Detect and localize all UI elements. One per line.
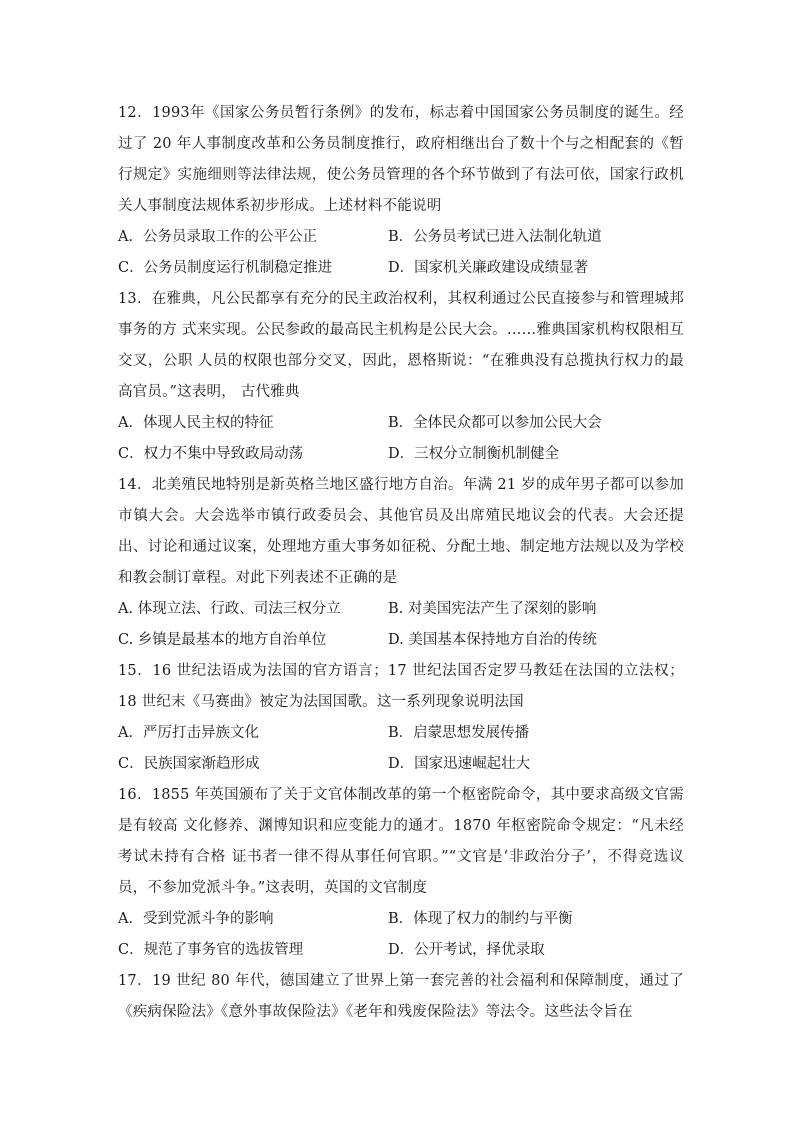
option-d: D. 美国基本保持地方自治的传统 (388, 632, 597, 648)
question-stem: 16．1855 年英国颁布了关于文官体制改革的第一个枢密院命令，其中要求高级文官需是有较高 文化修养、渊博知识和应变能力的通才。1870 年枢密院命令规定：“凡未经考试未持有合格 证书者一律不得从事任何官职。”“文官是‘非政治分子’，不得竞选议员，不参加党派斗争。”这表明，英国的文官制度 (118, 787, 684, 896)
option-d: D．公开考试，择优录取 (388, 942, 545, 958)
option-b: B. 对美国宪法产生了深刻的影响 (388, 601, 597, 617)
question-stem: 12．1993年《国家公务员暂行条例》的发布，标志着中国国家公务员制度的诞生。经过了 20 年人事制度改革和公务员制度推行，政府相继出台了数十个与之相配套的《暂行规定》实施细则等法律法规，使公务员管理的各个环节做到了有法可依，国家行政机关人事制度法规体系初步形成。上述材料不能说明 (118, 105, 684, 214)
option-b: B．启蒙思想发展传播 (388, 725, 530, 741)
option-d: D．国家机关廉政建设成绩显著 (388, 260, 589, 276)
option-a: A．公务员录取工作的公平公正 (118, 229, 317, 245)
answer-options (118, 594, 684, 656)
option-d: D．三权分立制衡机制健全 (388, 446, 560, 462)
question-stem: 14．北美殖民地特别是新英格兰地区盛行地方自治。年满 21 岁的成年男子都可以参加市镇大会。大会选举市镇行政委员会、其他官员及出席殖民地议会的代表。大会还提出、讨论和通过议案，处理地方重大事务如征税、分配土地、制定地方法规以及为学校和教会制订章程。对此下列表述不正确的是 (118, 477, 684, 586)
answer-options (118, 904, 684, 966)
option-a: A. 体现立法、行政、司法三权分立 (118, 601, 341, 617)
answer-options (118, 222, 684, 284)
option-a: A．受到党派斗争的影响 (118, 911, 274, 927)
option-d: D．国家迅速崛起壮大 (388, 756, 531, 772)
question-stem: 15．16 世纪法语成为法国的官方语言；17 世纪法国否定罗马教廷在法国的立法权；18 世纪末《马赛曲》被定为法国国歌。这一系列现象说明法国 (118, 663, 684, 710)
question-12 (118, 98, 684, 284)
option-a: A．体现人民主权的特征 (118, 415, 274, 431)
option-c: C. 乡镇是最基本的地方自治单位 (118, 632, 327, 648)
option-b: B．体现了权力的制约与平衡 (388, 911, 573, 927)
question-stem: 13．在雅典，凡公民都享有充分的民主政治权利，其权利通过公民直接参与和管理城邦事务的方 式来实现。公民参政的最高民主机构是公民大会。……雅典国家机构权限相互交叉，公职 人员的权限也部分交叉，因此，恩格斯说：“在雅典没有总揽执行权力的最高官员。”这表明， 古代雅典 (118, 291, 684, 400)
question-stem: 17．19 世纪 80 年代，德国建立了世界上第一套完善的社会福利和保障制度，通过了《疾病保险法》《意外事故保险法》《老年和残废保险法》等法令。这些法令旨在 (118, 973, 684, 1020)
question-17 (118, 966, 684, 1028)
option-c: C．公务员制度运行机制稳定推进 (118, 260, 333, 276)
answer-options (118, 408, 684, 470)
option-c: C．民族国家渐趋形成 (118, 756, 260, 772)
option-c: C．权力不集中导致政局动荡 (118, 446, 304, 462)
question-15 (118, 656, 684, 780)
option-b: B．公务员考试已进入法制化轨道 (388, 229, 602, 245)
answer-options (118, 718, 684, 780)
question-14 (118, 470, 684, 656)
option-c: C．规范了事务官的选拔管理 (118, 942, 304, 958)
option-b: B．全体民众都可以参加公民大会 (388, 415, 602, 431)
question-16 (118, 780, 684, 966)
option-a: A．严厉打击异族文化 (118, 725, 259, 741)
exam-page (118, 98, 684, 1028)
question-13 (118, 284, 684, 470)
